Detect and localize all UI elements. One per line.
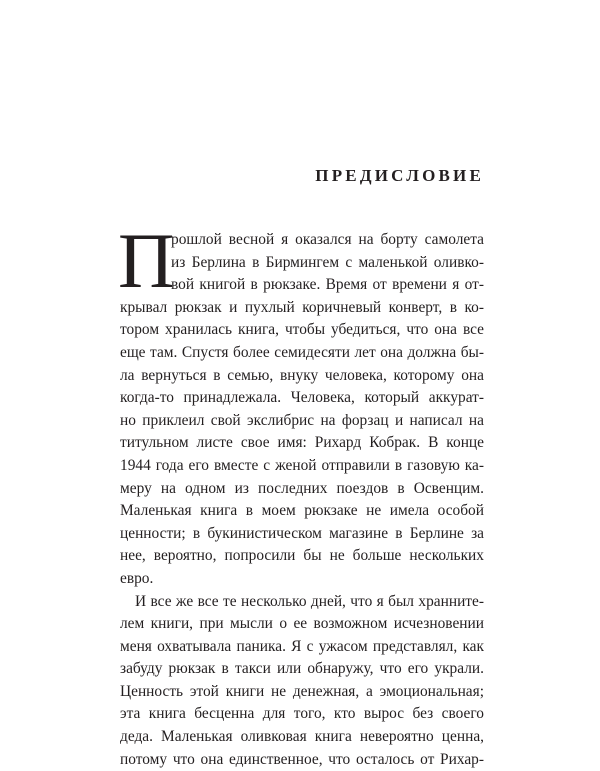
chapter-heading: ПРЕДИСЛОВИЕ bbox=[315, 166, 484, 186]
text-line: меру на одном из последних поездов в Освенцим. bbox=[120, 478, 484, 501]
drop-cap: П bbox=[118, 226, 174, 296]
paragraph-1 bbox=[120, 229, 484, 591]
text-line: когда-то принадлежала. Человека, который аккурат- bbox=[120, 387, 484, 410]
text-line: лем книги, при мысли о ее возможном исчезновении bbox=[120, 613, 484, 636]
body-text bbox=[120, 229, 484, 771]
text-line: евро. bbox=[120, 568, 484, 591]
text-line: забуду рюкзак в такси или обнаружу, что его украли. bbox=[120, 658, 484, 681]
text-line: Маленькая книга в моем рюкзаке не имела особой bbox=[120, 500, 484, 523]
text-line: вой книгой в рюкзаке. Время от времени я от- bbox=[171, 274, 484, 297]
text-line: деда. Маленькая оливковая книга невероятно ценна, bbox=[120, 726, 484, 749]
text-line: 1944 года его вместе с женой отправили в газовую ка- bbox=[120, 455, 484, 478]
paragraph-2 bbox=[120, 591, 484, 771]
text-line: еще там. Спустя более семидесяти лет она должна бы- bbox=[120, 342, 484, 365]
text-line: ла вернуться в семью, внуку человека, которому она bbox=[120, 365, 484, 388]
text-line: потому что она единственное, что осталось от Рихар- bbox=[120, 749, 484, 771]
text-line: нее, вероятно, попросили бы не больше нескольких bbox=[120, 545, 484, 568]
text-line: И все же все те несколько дней, что я был хранните- bbox=[120, 591, 484, 614]
text-line: но приклеил свой экслибрис на форзац и написал на bbox=[120, 410, 484, 433]
text-line: эта книга бесценна для того, кто вырос без своего bbox=[120, 703, 484, 726]
text-line: титульном листе свое имя: Рихард Кобрак. В конце bbox=[120, 432, 484, 455]
text-line: крывал рюкзак и пухлый коричневый конверт, в ко- bbox=[120, 297, 484, 320]
text-line: ценности; в букинистическом магазине в Берлине за bbox=[120, 523, 484, 546]
text-line: меня охватывала паника. Я с ужасом представлял, как bbox=[120, 636, 484, 659]
text-line: рошлой весной я оказался на борту самолета bbox=[171, 229, 484, 252]
text-line: тором хранилась книга, чтобы убедиться, что она все bbox=[120, 319, 484, 342]
text-line: Ценность этой книги не денежная, а эмоциональная; bbox=[120, 681, 484, 704]
text-line: из Берлина в Бирмингем с маленькой оливко- bbox=[171, 252, 484, 275]
